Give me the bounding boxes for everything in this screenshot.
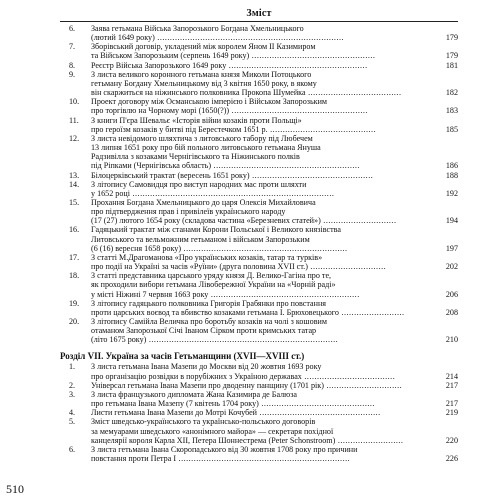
toc-entry-title-line: проти царських воєвод та вбивство козаками гетьмана І. Брюховецького ......................... <box>91 307 405 317</box>
toc-entry <box>60 42 458 60</box>
table-of-contents <box>60 24 458 463</box>
toc-entry-number: 15. <box>69 197 80 207</box>
toc-entry <box>60 70 458 97</box>
toc-entry-number: 2. <box>69 380 76 390</box>
toc-entry-title-line: про торгівлю на Чорному морі (1650(?)) ...................................................... <box>91 106 368 116</box>
toc-entry-title-line: як проходили вибори гетьмана Лівобережної України на «Чорній раді» <box>91 280 336 290</box>
dot-leader: ................................................................................ <box>129 188 335 198</box>
toc-entry-page: 208 <box>445 307 458 317</box>
toc-entry-title-line: (лютий 1649 року) .......................................................................... <box>91 33 345 43</box>
toc-entry-title-line: З листа гетьмана Івана Мазепи до Москви від 20 жовтня 1693 року <box>91 362 322 372</box>
toc-entry-number: 5. <box>69 417 76 427</box>
dot-leader: ............................................. <box>258 399 375 409</box>
toc-entry-number: 3. <box>69 389 76 399</box>
toc-entry-title-line: Зміст шведсько-українського та українсько-польського договорів <box>91 417 316 427</box>
toc-entry-title-line: у 1652 році ................................................................................ <box>91 188 335 198</box>
dot-leader: ....................................................... <box>226 60 368 70</box>
toc-entry-title-line: та Військом Запорозьким (серпень 1649 року) ................................................. <box>91 51 376 61</box>
toc-entry-title-line: Заява гетьмана Війська Запорозького Богдана Хмельницького <box>91 24 304 33</box>
toc-entry-title-line: З статті М.Драгоманова «Про українських козаків, татар та турків» <box>91 252 323 262</box>
toc-entry-page: 186 <box>445 161 458 171</box>
toc-entry-title-line: З літопису Самовидця про виступ народних мас проти шляхти <box>91 179 307 189</box>
toc-entry-number: 1. <box>69 362 76 372</box>
toc-entry-number: 14. <box>69 179 80 189</box>
toc-entry-page: 188 <box>445 170 458 180</box>
toc-entry-title-line: гетьману Богдану Хмельницькому від 3 квітня 1650 року, в якому <box>91 78 317 88</box>
toc-entry-title-line: З листа великого коронного гетьмана князя Миколи Потоцького <box>91 69 312 79</box>
dot-leader: ...................................................... <box>229 106 368 116</box>
toc-entry-page: 214 <box>445 371 458 381</box>
dot-leader: .......................... <box>335 435 404 445</box>
toc-entry-title-line: Універсал гетьмана Івана Мазепи про дводенну панщину (1701 рік) .............................. <box>91 380 403 390</box>
toc-entry <box>60 271 458 298</box>
toc-entry-number: 18. <box>69 271 80 281</box>
toc-entry-title-line: (літо 1675 року) ........................................................................... <box>91 335 339 345</box>
dot-leader: .............................. <box>307 262 387 272</box>
toc-entry-title-line: Литовського та вельможним гетьманом і військом Запорозьким <box>91 234 310 244</box>
toc-entry <box>60 390 458 408</box>
toc-entry-page: 179 <box>445 33 458 43</box>
toc-entry-page: 226 <box>445 454 458 464</box>
toc-entry-title-line: З літопису Самійла Величка про боротьбу козаків на чолі з кошовим <box>91 317 327 326</box>
toc-entry <box>60 198 458 225</box>
toc-entry <box>60 61 458 70</box>
toc-entry-number: 9. <box>69 69 76 79</box>
toc-entry-title-line: З листа невідомого шляхтича з литовського табору під Любечем <box>91 133 313 143</box>
toc-entry-page: 217 <box>445 399 458 409</box>
toc-entry-page: 206 <box>445 289 458 299</box>
toc-entry-title-line: Зборівський договір, укладений між королем Яном II Казимиром <box>91 42 316 52</box>
toc-entry-page: 210 <box>445 335 458 345</box>
toc-entry-title-line: про події на Україні за часів «Руїни» (друга половина XVII ст.) .............................. <box>91 262 387 272</box>
toc-entry-page: 179 <box>445 51 458 61</box>
toc-entry <box>60 253 458 271</box>
toc-entry <box>60 362 458 380</box>
toc-entry-number: 17. <box>69 252 80 262</box>
toc-entry-number: 12. <box>69 133 80 143</box>
toc-entry <box>60 317 458 344</box>
toc-entry <box>60 417 458 444</box>
toc-entry-page: 181 <box>445 60 458 70</box>
toc-entry-title-line: повстання проти Петра І .................................................................... <box>91 454 351 464</box>
dot-leader: ................................................ <box>257 408 381 418</box>
dot-leader: ........................................................................... <box>146 335 339 345</box>
toc-entry-page: 217 <box>445 380 458 390</box>
toc-entry-number: 19. <box>69 298 80 308</box>
toc-entry-title-line: З літопису гадяцького полковника Григорія Грабянки про повстання <box>91 298 327 308</box>
dot-leader: ................................................. <box>249 51 376 61</box>
toc-entry-number: 11. <box>69 115 79 125</box>
page-number: 510 <box>6 482 24 496</box>
dot-leader: .......................................... <box>267 124 377 134</box>
toc-entry-title-line: про героїзм козаків у битві під Берестечком 1651 р. .......................................... <box>91 124 377 134</box>
toc-entry-page: 197 <box>445 243 458 253</box>
toc-entry-title-line: він скаржиться на ніжинського полковника Прокопа Шумейка ..................................... <box>91 88 402 98</box>
dot-leader: ................................................ <box>249 170 374 180</box>
toc-entry-title-line: Проект договору між Османською імперією і Військом Запорозьким <box>91 97 328 107</box>
toc-entry <box>60 225 458 252</box>
toc-entry-title-line: З книги П'єра Шевальє «Історія війни козаків проти Польщі» <box>91 115 302 125</box>
toc-entry <box>60 445 458 463</box>
toc-entry-page: 202 <box>445 262 458 272</box>
dot-leader: ......................... <box>338 307 405 317</box>
toc-entry-title-line: отаманом Запорозької Січі Іваном Сірком проти кримських татар <box>91 326 317 336</box>
toc-entry <box>60 134 458 171</box>
toc-entry <box>60 299 458 317</box>
toc-entry-title-line: З листа французького дипломата Жана Казимира де Балюза <box>91 389 297 399</box>
dot-leader: .......................................................... <box>211 161 360 171</box>
dot-leader: .................................................................... <box>176 454 351 464</box>
toc-entry-page: 185 <box>445 124 458 134</box>
dot-leader: .......................................................................... <box>154 33 345 43</box>
toc-entry-title-line: Листи гетьмана Івана Мазепи до Мотрі Кочубей ................................................ <box>91 408 381 418</box>
dot-leader: .............................. <box>323 380 403 390</box>
running-head: Зміст <box>246 8 272 19</box>
toc-entry <box>60 24 458 42</box>
toc-entry-page: 219 <box>445 408 458 418</box>
toc-entry-title-line: у місті Ніжині 7 червня 1663 року ........................................................... <box>91 289 360 299</box>
toc-entry-title-line: Радзивілла з козаками Чернігівського та Ніжинського полків <box>91 152 300 162</box>
toc-entry-title-line: про підтвердження прав і привілеїв українського народу <box>91 207 286 217</box>
toc-entry-title-line: 13 липня 1651 року про бій польного литовського гетьмана Януша <box>91 143 321 153</box>
toc-entry <box>60 116 458 134</box>
toc-entry <box>60 381 458 390</box>
toc-entry-page: 182 <box>445 88 458 98</box>
toc-entry <box>60 408 458 417</box>
toc-entry-number: 6. <box>69 444 76 454</box>
section-title: Розділ VII. Україна за часів Гетьманщини (XVII—XVIII ст.) <box>60 351 305 362</box>
dot-leader: .................................... <box>301 371 396 381</box>
dot-leader: ................................................................. <box>181 243 348 253</box>
header-rule <box>60 21 458 22</box>
toc-entry-number: 6. <box>69 24 76 33</box>
dot-leader: ........................................................... <box>208 289 360 299</box>
toc-list-part-b <box>60 362 458 463</box>
toc-entry-title-line: під Ріпками (Чернігівська область) .......................................................... <box>91 161 360 171</box>
toc-entry-title-line: (17 (27) лютого 1654 року (складова частина «Березневих статей») ............................. <box>91 216 397 226</box>
toc-entry-number: 13. <box>69 170 80 180</box>
toc-entry-number: 7. <box>69 42 76 52</box>
toc-entry-title-line: З листа гетьмана Івана Скоропадського від 30 жовтня 1708 року про причини <box>91 444 358 454</box>
toc-entry-title-line: З статті представника царського уряду князя Д. Велико-Гагіна про те, <box>91 271 332 281</box>
toc-entry <box>60 180 458 198</box>
toc-entry-title-line: Гадяцький трактат між станами Корони Польської і Великого князівства <box>91 225 341 235</box>
dot-leader: ............................. <box>320 216 397 226</box>
toc-entry-title-line: Реєстр Війська Запорозького 1649 року ....................................................... <box>91 60 368 70</box>
dot-leader: ..................................... <box>305 88 402 98</box>
toc-list-part-a <box>60 24 458 344</box>
toc-entry-page: 192 <box>445 188 458 198</box>
toc-entry-title-line: про організацію розвідки в порубіжних з Україною державах .................................... <box>91 371 396 381</box>
toc-entry-page: 183 <box>445 106 458 116</box>
toc-entry-page: 194 <box>445 216 458 226</box>
toc-entry-number: 16. <box>69 225 80 235</box>
toc-entry-title-line: канцелярії короля Карла XII, Петера Шоннестрема (Peter Schonstroom) .......................... <box>91 435 404 445</box>
toc-entry-number: 10. <box>69 97 80 107</box>
toc-entry-number: 4. <box>69 408 76 418</box>
toc-entry-number: 8. <box>69 60 76 70</box>
toc-entry <box>60 97 458 115</box>
toc-entry-number: 20. <box>69 317 80 326</box>
toc-entry-title-line: Прохання Богдана Хмельницького до царя Олексія Михайловича <box>91 197 316 207</box>
toc-entry-page: 220 <box>445 435 458 445</box>
toc-entry-title-line: Білоцерківський трактат (вересень 1651 року) ................................................ <box>91 170 374 180</box>
toc-entry-title-line: про гетьмана Івана Мазепу (7 квітень 1704 року) ............................................. <box>91 399 375 409</box>
toc-entry <box>60 171 458 180</box>
toc-entry-title-line: за мемуарами шведського «анонімного майора» — секретаря похідної <box>91 426 334 436</box>
toc-entry-title-line: (6 (16) вересня 1658 року) ................................................................. <box>91 243 348 253</box>
